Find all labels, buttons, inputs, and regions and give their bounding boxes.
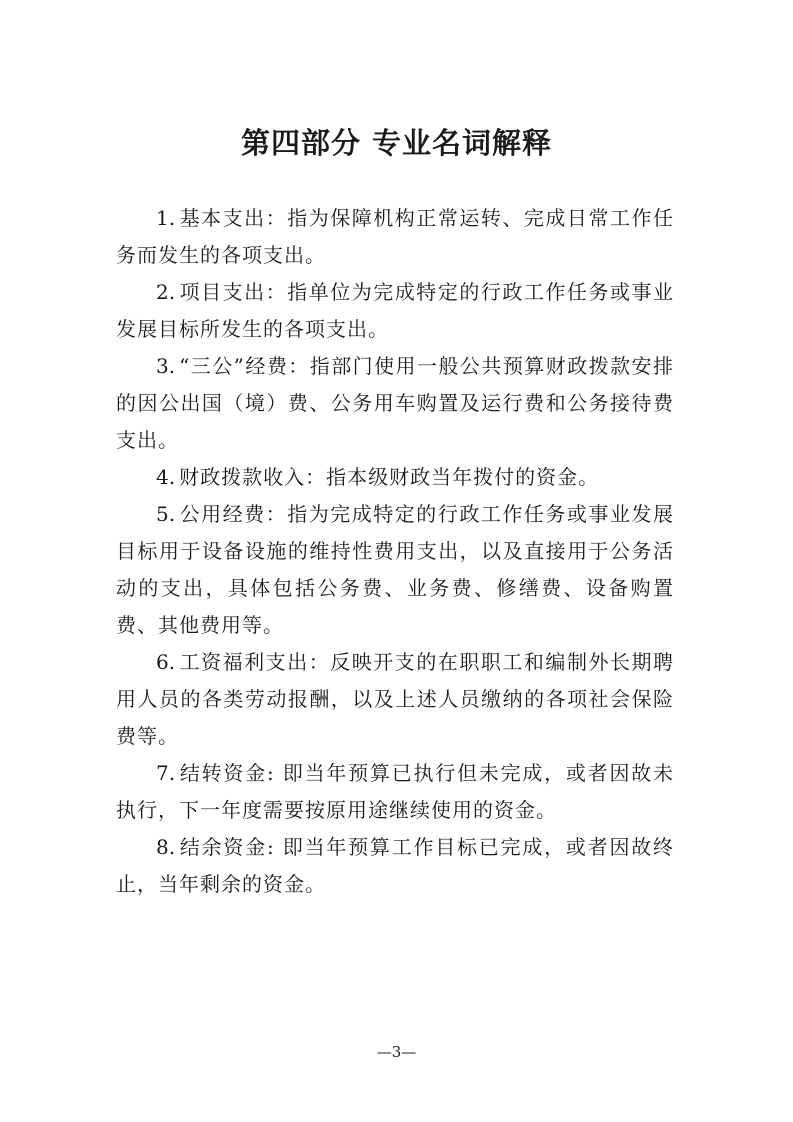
definition-text: 即当年预算已执行但未完成，或者因故未执行，下一年度需要按原用途继续使用的资金。 xyxy=(116,761,674,822)
definition-text: 即当年预算工作目标已完成，或者因故终止，当年剩余的资金。 xyxy=(116,835,674,896)
definition-term: 财政拨款收入： xyxy=(179,465,327,489)
definition-text: 指单位为完成特定的行政工作任务或事业发展目标所发生的各项支出。 xyxy=(116,280,675,341)
definition-number: 1. xyxy=(156,206,176,230)
definition-number: 6. xyxy=(156,650,176,674)
definition-item xyxy=(116,274,674,348)
definition-number: 2. xyxy=(156,280,176,304)
definition-number: 8. xyxy=(156,835,176,859)
definition-term: “三公”经费： xyxy=(179,354,310,378)
definition-term: 基本支出： xyxy=(179,206,288,230)
definition-text: 指为完成特定的行政工作任务或事业发展目标用于设备设施的维持性费用支出，以及直接用于公务活动的支出，具体包括公务费、业务费、修缮费、设备购置费、其他费用等。 xyxy=(116,502,675,637)
page-number: —3— xyxy=(376,1043,417,1061)
definitions-list xyxy=(116,200,674,903)
definition-number: 4. xyxy=(156,465,176,489)
definition-item xyxy=(116,829,674,903)
definition-term: 结余资金: xyxy=(179,835,275,859)
definition-number: 3. xyxy=(156,354,176,378)
definition-text: 指本级财政当年拨付的资金。 xyxy=(326,465,600,489)
definition-item xyxy=(116,755,674,829)
definition-term: 项目支出： xyxy=(179,280,288,304)
definition-text: 指部门使用一般公共预算财政拨款安排的因公出国（境）费、公务用车购置及运行费和公务接待费支出。 xyxy=(116,354,675,452)
definition-item xyxy=(116,459,674,496)
definition-item xyxy=(116,200,674,274)
definition-item xyxy=(116,644,674,755)
page-title: 第四部分 专业名词解释 xyxy=(240,126,553,161)
definition-text: 指为保障机构正常运转、完成日常工作任务而发生的各项支出。 xyxy=(116,206,675,267)
definition-text: 反映开支的在职职工和编制外长期聘用人员的各类劳动报酬，以及上述人员缴纳的各项社会保险费等。 xyxy=(116,650,675,748)
definition-item xyxy=(116,348,674,459)
definition-number: 5. xyxy=(156,502,176,526)
definition-term: 公用经费： xyxy=(179,502,288,526)
definition-number: 7. xyxy=(156,761,176,785)
definition-term: 结转资金: xyxy=(179,761,275,785)
definition-term: 工资福利支出： xyxy=(179,650,331,674)
definition-item xyxy=(116,496,674,644)
